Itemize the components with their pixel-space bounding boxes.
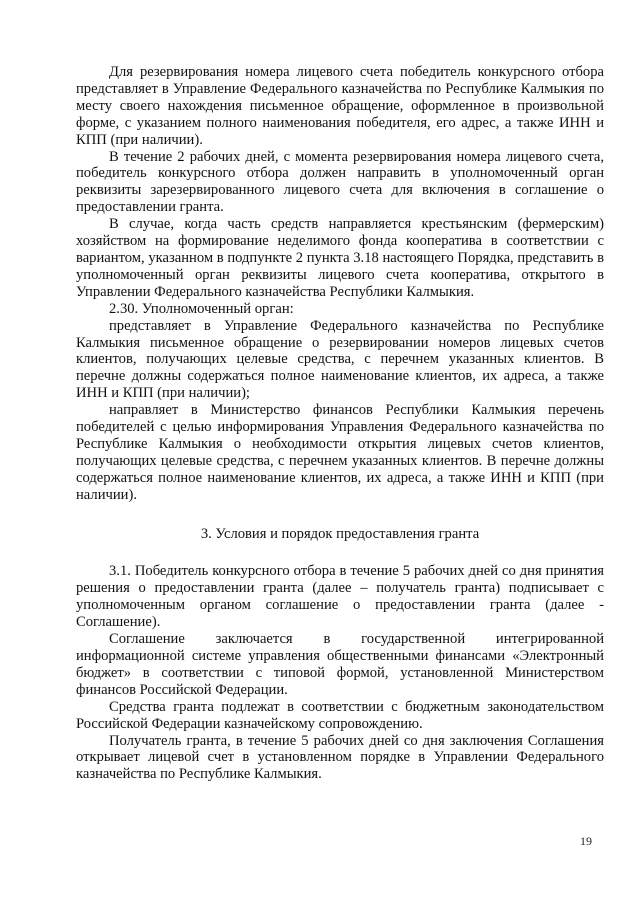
paragraph-account-details-deadline: В течение 2 рабочих дней, с момента резервирования номера лицевого счета, победитель конкурсного отбора должен направить в уполномоченный орган реквизиты зарезервированного лицевого счета для включения в соглашение о предоставлении гранта. — [76, 148, 604, 216]
paragraph-authorized-body-clause: 2.30. Уполномоченный орган: — [109, 300, 294, 317]
section-heading: 3. Условия и порядок предоставления гранта — [200, 525, 480, 542]
paragraph-submits-request: представляет в Управление Федерального казначейства по Республике Калмыкия письменное обращение о резервировании номеров лицевых счетов клиентов, получающих целевые средства, с перечнем указанных клиентов. В перечне должны содержаться полное наименование клиентов, их адреса, а также ИНН и КПП (при наличии); — [76, 317, 604, 402]
paragraph-sends-to-ministry: направляет в Министерство финансов Республики Калмыкия перечень победителей с целью информирования Управления Федерального казначейства по Республике Калмыкия о необходимости открытия лицевых счетов клиентов, получающих целевые средства, с перечнем указанных клиентов. В перечне должны содержаться полное наименование клиентов, их адреса, а также ИНН и КПП (при наличии). — [76, 402, 604, 503]
paragraph-treasury-support: Средства гранта подлежат в соответствии с бюджетным законодательством Российской Федерации казначейскому сопровождению. — [76, 698, 604, 732]
paragraph-reservation-request: Для резервирования номера лицевого счета победитель конкурсного отбора представляет в Управление Федерального казначейства по Республике Калмыкия по месту своего нахождения письменное обращение, оформленное в произвольной форме, с указанием полного наименования победителя, его адрес, а также ИНН и КПП (при наличии). — [76, 64, 604, 148]
paragraph-clause-3-1: 3.1. Победитель конкурсного отбора в течение 5 рабочих дней со дня принятия решения о предоставлении гранта (далее – получатель гранта) подписывает с уполномоченным органом соглашение о предоставлении гранта (далее - Соглашение). — [76, 563, 604, 631]
paragraph-agreement-system: Соглашение заключается в государственной интегрированной информационной системе управления общественными финансами «Электронный бюджет» в соответствии с типовой формой, установленной Министерством финансов Российской Федерации. — [76, 631, 604, 698]
paragraph-cooperative-fund: В случае, когда часть средств направляется крестьянским (фермерским) хозяйством на формирование неделимого фонда кооператива в соответствии с вариантом, указанном в подпункте 2 пункта 3.18 настоящего Порядка, представить в уполномоченный орган реквизиты лицевого счета кооператива, открытого в Управлении Федерального казначейства Республики Калмыкия. — [76, 216, 604, 300]
document-page — [76, 64, 604, 783]
paragraph-opens-account: Получатель гранта, в течение 5 рабочих дней со дня заключения Соглашения открывает лицевой счет в установленном порядке в Управлении Федерального казначейства по Республике Калмыкия. — [76, 732, 604, 783]
page-number: 19 — [580, 834, 592, 848]
